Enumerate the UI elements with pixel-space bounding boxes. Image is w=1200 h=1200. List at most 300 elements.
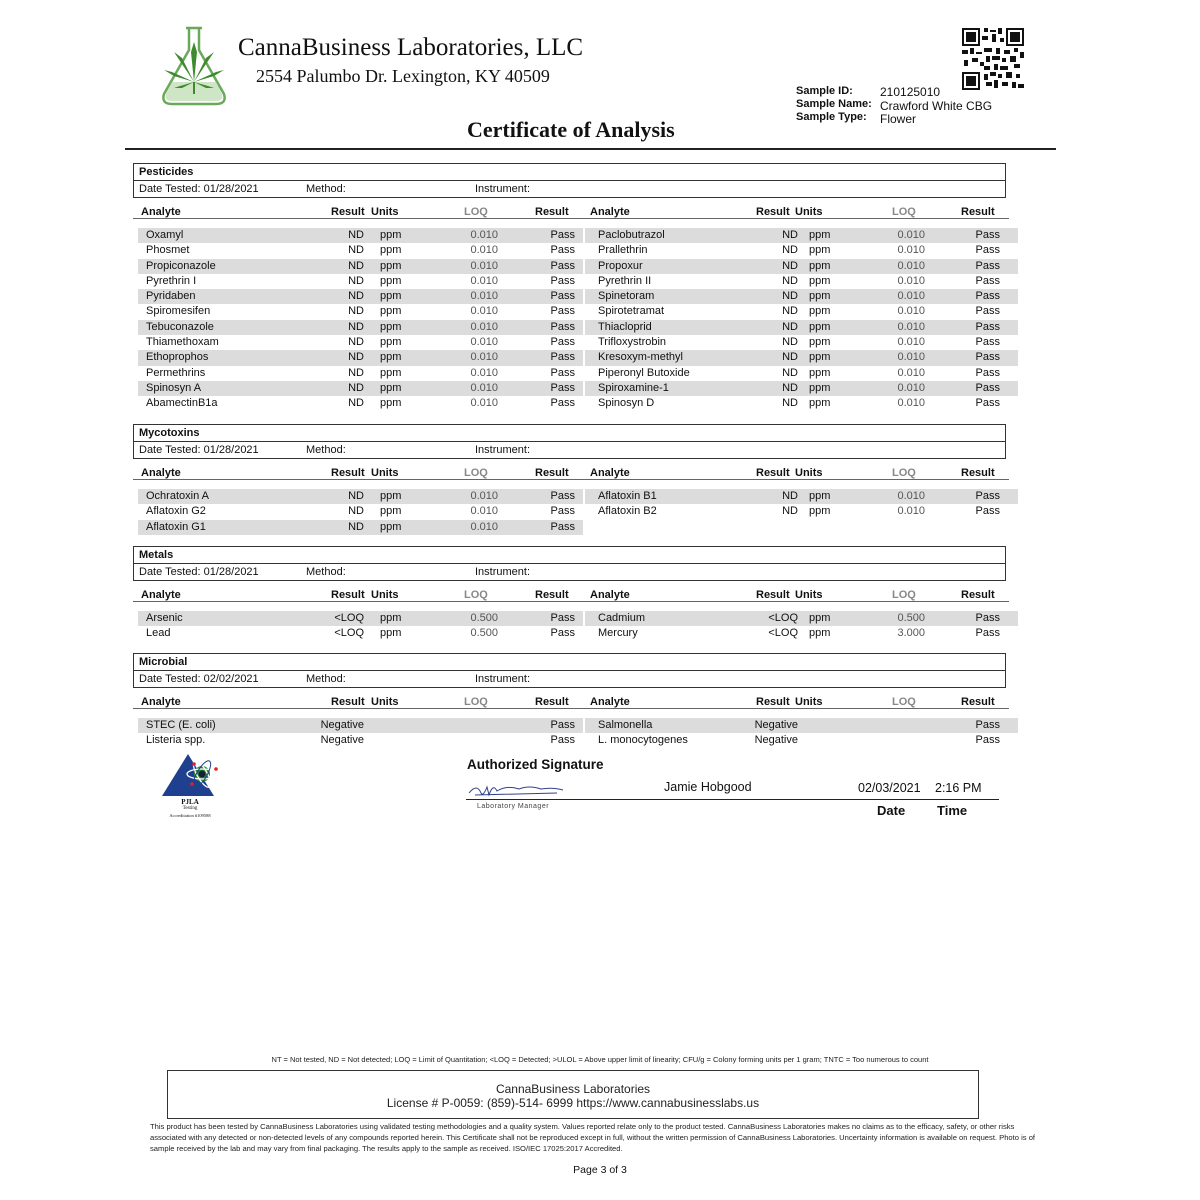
section-title: Microbial	[133, 653, 1006, 671]
analyte-name: Propiconazole	[146, 259, 216, 272]
col-units: Units	[795, 467, 823, 479]
analyte-units: ppm	[380, 290, 402, 303]
col-result: Result	[756, 206, 790, 218]
date-tested: Date Tested: 01/28/2021	[139, 183, 259, 195]
analyte-name: Arsenic	[146, 612, 183, 624]
analyte-units: ppm	[380, 627, 402, 640]
analyte-units: ppm	[380, 505, 402, 518]
analyte-status: Pass	[975, 244, 1000, 257]
analyte-result: ND	[782, 305, 798, 318]
column-header-row	[133, 464, 1009, 480]
row-shade-right	[585, 611, 1018, 626]
analyte-loq: 0.010	[897, 397, 925, 410]
section-title: Mycotoxins	[133, 424, 1006, 442]
analyte-units: ppm	[380, 612, 402, 624]
document-title: Certificate of Analysis	[467, 117, 675, 142]
analyte-name: Piperonyl Butoxide	[598, 366, 690, 379]
analyte-units: ppm	[380, 397, 402, 410]
row-shade-right	[585, 243, 1018, 258]
table-row	[133, 350, 1020, 365]
column-header-row	[133, 586, 1009, 602]
signature-image	[467, 779, 567, 801]
analyte-loq: 0.010	[470, 505, 498, 518]
sample-type-label: Sample Type:	[796, 111, 867, 123]
analyte-name: Aflatoxin G1	[146, 520, 206, 533]
col-analyte: Analyte	[590, 467, 630, 479]
instrument-label: Instrument:	[475, 183, 531, 195]
analyte-loq: 0.010	[897, 336, 925, 349]
analyte-name: Prallethrin	[598, 244, 648, 257]
analyte-loq: 0.010	[470, 259, 498, 272]
col-analyte: Analyte	[141, 589, 181, 601]
analyte-name: Spinosyn D	[598, 397, 655, 410]
analyte-status: Pass	[975, 351, 1000, 364]
col-status: Result	[961, 206, 995, 218]
footer-company: CannaBusiness Laboratories	[495, 1082, 651, 1096]
analyte-loq: 0.010	[470, 520, 498, 533]
analyte-units: ppm	[380, 305, 402, 318]
signer-role: Laboratory Manager	[477, 803, 550, 810]
col-analyte: Analyte	[141, 467, 181, 479]
analyte-status: Pass	[550, 734, 575, 747]
analyte-result: ND	[348, 290, 364, 303]
results-table	[133, 718, 1020, 749]
column-header-row	[133, 203, 1009, 219]
analyte-result: ND	[348, 366, 364, 379]
col-analyte: Analyte	[141, 696, 181, 708]
row-shade-right	[585, 259, 1018, 274]
analyte-status: Pass	[975, 320, 1000, 333]
analyte-result: ND	[782, 274, 798, 287]
analyte-name: AbamectinB1a	[146, 397, 218, 410]
sample-name: Crawford White CBG	[880, 98, 993, 113]
analyte-status: Pass	[550, 520, 575, 533]
analyte-result: ND	[348, 336, 364, 349]
analyte-loq: 0.500	[897, 612, 925, 624]
analyte-loq: 0.010	[897, 490, 925, 502]
analyte-units: ppm	[809, 320, 831, 333]
analyte-result: ND	[348, 397, 364, 410]
section-meta	[133, 181, 1006, 198]
analyte-status: Pass	[550, 397, 575, 410]
col-analyte: Analyte	[590, 696, 630, 708]
analyte-result: <LOQ	[334, 612, 364, 624]
analyte-result: ND	[348, 305, 364, 318]
analyte-result: ND	[782, 397, 798, 410]
col-analyte: Analyte	[590, 589, 630, 601]
analyte-status: Pass	[550, 274, 575, 287]
table-row	[133, 396, 1020, 411]
date-tested: Date Tested: 01/28/2021	[139, 566, 259, 578]
col-loq: LOQ	[892, 696, 916, 708]
analyte-loq: 0.010	[470, 490, 498, 502]
analyte-loq: 0.010	[470, 229, 498, 241]
analyte-loq: 0.010	[470, 320, 498, 333]
analyte-loq: 0.010	[897, 305, 925, 318]
analyte-loq: 0.010	[897, 505, 925, 518]
analyte-units: ppm	[809, 490, 831, 502]
sample-name-label: Sample Name:	[796, 98, 872, 110]
analyte-loq: 0.500	[470, 627, 498, 640]
table-row	[133, 626, 1020, 641]
analyte-status: Pass	[550, 305, 575, 318]
col-result: Result	[331, 589, 365, 601]
instrument-label: Instrument:	[475, 566, 531, 578]
analyte-result: ND	[348, 381, 364, 394]
col-status: Result	[961, 696, 995, 708]
analyte-status: Pass	[550, 719, 575, 731]
table-row	[133, 520, 1020, 535]
analyte-name: Listeria spp.	[146, 734, 206, 747]
signature-line	[466, 799, 999, 800]
analyte-loq: 0.010	[897, 259, 925, 272]
analyte-name: Mercury	[598, 627, 638, 640]
analyte-loq: 0.010	[897, 381, 925, 394]
col-units: Units	[371, 467, 399, 479]
analyte-result: ND	[782, 351, 798, 364]
analyte-name: Aflatoxin B2	[598, 505, 657, 518]
license-box	[167, 1070, 979, 1119]
analyte-result: <LOQ	[768, 612, 798, 624]
analyte-loq: 0.500	[470, 612, 498, 624]
date-tested: Date Tested: 02/02/2021	[139, 673, 259, 685]
analyte-loq: 0.010	[470, 290, 498, 303]
analyte-units: ppm	[809, 274, 831, 287]
col-result: Result	[331, 206, 365, 218]
analyte-units: ppm	[809, 244, 831, 257]
analyte-status: Pass	[975, 336, 1000, 349]
analyte-name: Trifloxystrobin	[598, 336, 667, 349]
table-row	[133, 335, 1020, 350]
analyte-units: ppm	[380, 259, 402, 272]
analyte-result: ND	[348, 320, 364, 333]
analyte-name: Spirotetramat	[598, 305, 665, 318]
analyte-loq: 0.010	[470, 397, 498, 410]
analyte-units: ppm	[380, 381, 402, 394]
analyte-result: ND	[782, 381, 798, 394]
pjla-sub: Testing	[182, 806, 198, 811]
table-row	[133, 733, 1020, 748]
col-loq: LOQ	[464, 467, 488, 479]
analyte-name: Pyrethrin I	[146, 274, 197, 287]
analyte-status: Pass	[975, 612, 1000, 624]
analyte-result: Negative	[754, 719, 798, 731]
section-meta	[133, 671, 1006, 688]
analyte-units: ppm	[809, 612, 831, 624]
qr-code-icon[interactable]	[962, 28, 1024, 90]
analyte-result: <LOQ	[768, 627, 798, 640]
col-status: Result	[535, 467, 569, 479]
analyte-loq: 0.010	[470, 305, 498, 318]
analyte-status: Pass	[550, 351, 575, 364]
analyte-result: Negative	[320, 734, 364, 747]
signer-name: Jamie Hobgood	[664, 780, 752, 794]
section-meta	[133, 564, 1006, 581]
col-status: Result	[535, 206, 569, 218]
method-label: Method:	[306, 183, 346, 195]
analyte-status: Pass	[550, 320, 575, 333]
col-analyte: Analyte	[590, 206, 630, 218]
analyte-status: Pass	[975, 719, 1000, 731]
col-analyte: Analyte	[141, 206, 181, 218]
sample-info-labels	[796, 85, 872, 124]
method-label: Method:	[306, 673, 346, 685]
analyte-units: ppm	[809, 366, 831, 379]
analyte-name: STEC (E. coli)	[146, 719, 216, 731]
analyte-status: Pass	[975, 397, 1000, 410]
section-title: Metals	[133, 546, 1006, 564]
analyte-loq: 0.010	[897, 274, 925, 287]
instrument-label: Instrument:	[475, 673, 531, 685]
authorized-signature-heading: Authorized Signature	[467, 757, 604, 772]
table-row	[133, 611, 1020, 626]
analyte-loq: 0.010	[897, 244, 925, 257]
analyte-status: Pass	[975, 305, 1000, 318]
analyte-loq: 0.010	[897, 320, 925, 333]
col-result: Result	[756, 589, 790, 601]
analyte-status: Pass	[975, 290, 1000, 303]
abbreviation-legend: NT = Not tested, ND = Not detected; LOQ = Limit of Quantitation; <LOQ = Detected; >ULOL = Above upper limit of linearity; CFU/g = Colony forming units per 1 gram; TNTC = Too numerous to count	[271, 1055, 929, 1064]
analyte-status: Pass	[550, 505, 575, 518]
analyte-name: Paclobutrazol	[598, 229, 665, 241]
analyte-name: Kresoxym-methyl	[598, 351, 683, 364]
analyte-name: Aflatoxin B1	[598, 490, 657, 502]
analyte-status: Pass	[975, 505, 1000, 518]
analyte-result: ND	[782, 259, 798, 272]
analyte-result: Negative	[320, 719, 364, 731]
analyte-loq: 0.010	[897, 366, 925, 379]
table-row	[133, 304, 1020, 319]
analyte-units: ppm	[380, 229, 402, 241]
analyte-status: Pass	[975, 381, 1000, 394]
analyte-result: ND	[782, 320, 798, 333]
lab-address: 2554 Palumbo Dr. Lexington, KY 40509	[256, 66, 550, 86]
pjla-org: PJLA	[181, 798, 199, 806]
analyte-result: ND	[348, 520, 364, 533]
analyte-name: Tebuconazole	[146, 320, 214, 333]
analyte-units: ppm	[809, 259, 831, 272]
col-result: Result	[756, 696, 790, 708]
col-status: Result	[535, 696, 569, 708]
analyte-status: Pass	[975, 229, 1000, 241]
page-number: Page 3 of 3	[573, 1164, 627, 1176]
analyte-loq: 0.010	[470, 351, 498, 364]
analyte-loq: 0.010	[470, 244, 498, 257]
analyte-units: ppm	[380, 320, 402, 333]
analyte-status: Pass	[550, 244, 575, 257]
col-units: Units	[371, 696, 399, 708]
analyte-loq: 0.010	[470, 274, 498, 287]
sample-id-label: Sample ID:	[796, 85, 853, 97]
analyte-status: Pass	[550, 259, 575, 272]
analyte-status: Pass	[550, 381, 575, 394]
table-row	[133, 243, 1020, 258]
analyte-loq: 3.000	[897, 627, 925, 640]
results-table	[133, 228, 1020, 412]
col-loq: LOQ	[464, 589, 488, 601]
analyte-status: Pass	[550, 627, 575, 640]
analyte-status: Pass	[550, 612, 575, 624]
sample-type: Flower	[880, 112, 917, 126]
col-loq: LOQ	[892, 206, 916, 218]
col-units: Units	[795, 696, 823, 708]
date-tested: Date Tested: 01/28/2021	[139, 444, 259, 456]
col-units: Units	[795, 589, 823, 601]
col-status: Result	[961, 589, 995, 601]
table-row	[133, 489, 1020, 504]
analyte-units: ppm	[380, 336, 402, 349]
analyte-name: Spinetoram	[598, 290, 655, 303]
signature-date: 02/03/2021	[858, 781, 921, 795]
analyte-name: Lead	[146, 627, 171, 640]
analyte-units: ppm	[380, 366, 402, 379]
column-header-row	[133, 693, 1009, 709]
section-meta	[133, 442, 1006, 459]
analyte-result: ND	[782, 490, 798, 502]
date-label: Date	[877, 803, 906, 818]
analyte-name: Aflatoxin G2	[146, 505, 206, 518]
col-units: Units	[795, 206, 823, 218]
analyte-name: Thiacloprid	[598, 320, 652, 333]
analyte-name: Permethrins	[146, 366, 206, 379]
analyte-loq: 0.010	[470, 336, 498, 349]
analyte-units: ppm	[380, 244, 402, 257]
analyte-status: Pass	[975, 366, 1000, 379]
lab-logo	[158, 24, 230, 110]
table-row	[133, 228, 1020, 243]
title-divider	[125, 148, 1056, 150]
analyte-result: ND	[348, 274, 364, 287]
table-row	[133, 504, 1020, 519]
table-row	[133, 259, 1020, 274]
analyte-result: ND	[348, 244, 364, 257]
analyte-units: ppm	[380, 274, 402, 287]
analyte-result: ND	[782, 244, 798, 257]
sample-info-values	[880, 86, 992, 127]
table-row	[133, 289, 1020, 304]
analyte-result: ND	[348, 229, 364, 241]
analyte-units: ppm	[809, 381, 831, 394]
col-status: Result	[535, 589, 569, 601]
analyte-units: ppm	[809, 229, 831, 241]
footer-license: License # P-0059: (859)-514- 6999 https://www.cannabusinesslabs.us	[386, 1096, 760, 1110]
sample-id: 210125010	[880, 85, 941, 99]
analyte-status: Pass	[550, 490, 575, 502]
disclaimer-text: This product has been tested by CannaBusiness Laboratories using validated testing methodologies and a quality system. Values reported relate only to the product tested. CannaBusiness Laboratories makes no claims as to the efficacy, safety, or other risks associated with any detected or non-detected levels of any compounds reported herein. This Certificate shall not be reproduced except in full, without the written permission of CannaBusiness Laboratories. Uncertainty information is available on request. Photo is of sample received by the lab and may vary from final packaging. The results apply to the sample as received. ISO/IEC 17025:2017 Accredited.	[150, 1122, 1036, 1153]
analyte-name: Spinosyn A	[146, 381, 202, 394]
analyte-result: ND	[782, 336, 798, 349]
analyte-units: ppm	[809, 505, 831, 518]
col-result: Result	[756, 467, 790, 479]
analyte-result: ND	[348, 259, 364, 272]
analyte-units: ppm	[809, 290, 831, 303]
analyte-loq: 0.010	[470, 381, 498, 394]
col-loq: LOQ	[892, 467, 916, 479]
analyte-units: ppm	[380, 351, 402, 364]
analyte-status: Pass	[975, 734, 1000, 747]
analyte-name: Cadmium	[598, 612, 646, 624]
results-table	[133, 489, 1020, 535]
analyte-status: Pass	[975, 627, 1000, 640]
analyte-result: ND	[782, 366, 798, 379]
signature-time: 2:16 PM	[935, 781, 982, 795]
col-units: Units	[371, 206, 399, 218]
analyte-status: Pass	[550, 290, 575, 303]
analyte-name: Spiromesifen	[146, 305, 211, 318]
section-title: Pesticides	[133, 163, 1006, 181]
analyte-units: ppm	[380, 520, 402, 533]
col-loq: LOQ	[892, 589, 916, 601]
analyte-loq: 0.010	[470, 366, 498, 379]
col-loq: LOQ	[464, 206, 488, 218]
table-row	[133, 718, 1020, 733]
analyte-loq: 0.010	[897, 229, 925, 241]
table-row	[133, 381, 1020, 396]
analyte-name: Ethoprophos	[146, 351, 209, 364]
results-table	[133, 611, 1020, 642]
col-loq: LOQ	[464, 696, 488, 708]
analyte-status: Pass	[975, 490, 1000, 502]
analyte-status: Pass	[975, 274, 1000, 287]
row-shade-right	[585, 520, 1018, 535]
analyte-name: L. monocytogenes	[598, 734, 688, 747]
analyte-result: ND	[782, 290, 798, 303]
time-label: Time	[937, 803, 968, 818]
analyte-units: ppm	[380, 490, 402, 502]
pjla-accreditation-logo	[158, 752, 228, 824]
analyte-result: <LOQ	[334, 627, 364, 640]
lab-name: CannaBusiness Laboratories, LLC	[238, 34, 584, 61]
col-result: Result	[331, 467, 365, 479]
method-label: Method:	[306, 566, 346, 578]
col-result: Result	[331, 696, 365, 708]
analyte-result: ND	[782, 229, 798, 241]
analyte-result: ND	[348, 351, 364, 364]
table-row	[133, 320, 1020, 335]
analyte-units: ppm	[809, 627, 831, 640]
table-row	[133, 274, 1020, 289]
analyte-loq: 0.010	[897, 351, 925, 364]
analyte-name: Oxamyl	[146, 229, 184, 241]
analyte-units: ppm	[809, 397, 831, 410]
analyte-status: Pass	[550, 336, 575, 349]
table-row	[133, 366, 1020, 381]
analyte-status: Pass	[975, 259, 1000, 272]
analyte-units: ppm	[809, 305, 831, 318]
analyte-result: ND	[348, 505, 364, 518]
analyte-name: Propoxur	[598, 259, 643, 272]
row-shade-right	[585, 626, 1018, 641]
analyte-result: Negative	[754, 734, 798, 747]
analyte-status: Pass	[550, 366, 575, 379]
analyte-name: Thiamethoxam	[146, 336, 219, 349]
col-units: Units	[371, 589, 399, 601]
analyte-loq: 0.010	[897, 290, 925, 303]
analyte-result: ND	[348, 490, 364, 502]
analyte-result: ND	[782, 505, 798, 518]
col-status: Result	[961, 467, 995, 479]
analyte-units: ppm	[809, 336, 831, 349]
analyte-name: Pyridaben	[146, 290, 196, 303]
analyte-name: Phosmet	[146, 244, 190, 257]
analyte-name: Pyrethrin II	[598, 274, 652, 287]
analyte-name: Salmonella	[598, 719, 653, 731]
analyte-name: Ochratoxin A	[146, 490, 209, 502]
analyte-name: Spiroxamine-1	[598, 381, 669, 394]
analyte-status: Pass	[550, 229, 575, 241]
method-label: Method:	[306, 444, 346, 456]
instrument-label: Instrument:	[475, 444, 531, 456]
